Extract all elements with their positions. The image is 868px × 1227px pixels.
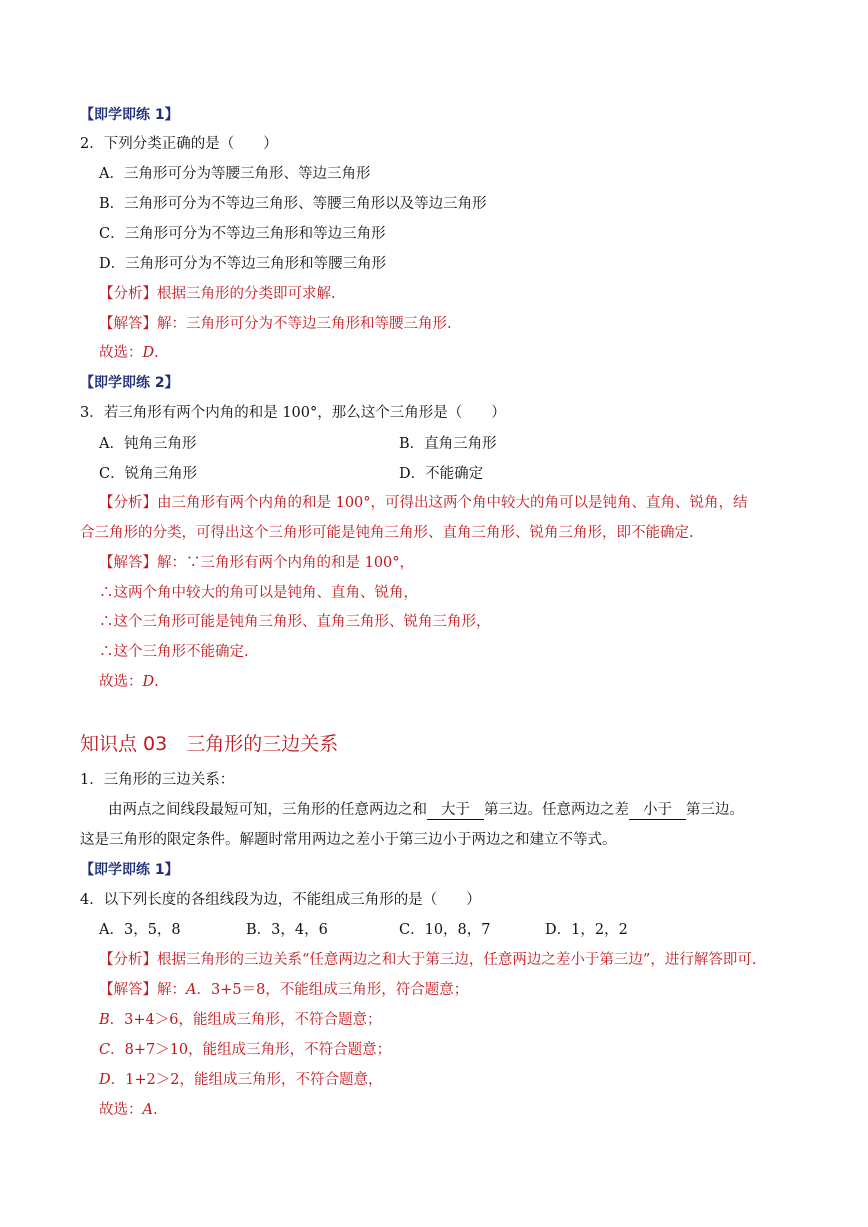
- paragraph-text: 由两点之间线段最短可知，三角形的任意两边之和: [108, 802, 427, 818]
- option-a: A．钝角三角形: [99, 436, 197, 452]
- section-item: 1．三角形的三边关系：: [80, 772, 235, 788]
- option-a: A．3，5，8: [99, 922, 181, 938]
- choice-letter: A: [142, 1102, 153, 1118]
- analysis: 【分析】根据三角形的三边关系“任意两边之和大于第三边，任意两边之差小于第三边”，进行解答即可.: [99, 952, 757, 968]
- choice-suffix: .: [152, 1102, 158, 1118]
- option-d: D．1，2，2: [545, 922, 628, 938]
- option-label: C: [99, 1042, 111, 1058]
- option-a: A．三角形可分为等腰三角形、等边三角形: [99, 166, 371, 182]
- fill-blank: 小于: [629, 801, 686, 820]
- choice-prefix: 故选：: [99, 1102, 143, 1118]
- solution-prefix: 【解答】解：: [99, 982, 186, 998]
- solution-step-text: ．3+5＝8，不能组成三角形，符合题意；: [196, 982, 469, 998]
- question-3: 3．若三角形有两个内角的和是 100°，那么这个三角形是（ ）: [80, 405, 506, 421]
- option-b: B．直角三角形: [399, 436, 497, 452]
- option-label: A: [186, 982, 197, 998]
- practice-tag: 【即学即练 2】: [80, 375, 179, 391]
- option-label: B: [99, 1012, 110, 1028]
- option-d: D．不能确定: [399, 466, 484, 482]
- option-b: B．三角形可分为不等边三角形、等腰三角形以及等边三角形: [99, 196, 487, 212]
- section-paragraph: [108, 800, 744, 820]
- solution-step: [99, 1010, 381, 1030]
- solution-step: [99, 1070, 382, 1090]
- choice-suffix: .: [154, 674, 159, 690]
- option-c: C．三角形可分为不等边三角形和等边三角形: [99, 226, 386, 242]
- practice-tag: 【即学即练 1】: [80, 862, 179, 878]
- fill-blank: 大于: [427, 801, 484, 820]
- choice-prefix: 故选：: [99, 345, 143, 361]
- solution: [99, 980, 468, 1000]
- paragraph-text: 第三边。: [686, 802, 744, 818]
- solution-step: ∴这个三角形可能是钝角三角形、直角三角形、锐角三角形，: [99, 614, 491, 630]
- option-c: C．10，8，7: [399, 922, 491, 938]
- analysis-continued: 合三角形的分类，可得出这个三角形可能是钝角三角形、直角三角形、锐角三角形，即不能确定.: [80, 525, 694, 541]
- section-heading: 知识点 03 三角形的三边关系: [80, 733, 339, 755]
- option-b: B．3，4，6: [246, 922, 328, 938]
- choice-prefix: 故选：: [99, 674, 143, 690]
- analysis: 【分析】由三角形有两个内角的和是 100°，可得出这两个角中较大的角可以是钝角、直角、锐角，结: [99, 495, 748, 511]
- solution-step: ∴这个三角形不能确定.: [99, 644, 249, 660]
- analysis: 【分析】根据三角形的分类即可求解.: [99, 286, 336, 302]
- section-paragraph-continued: 这是三角形的限定条件。解题时常用两边之差小于第三边小于两边之和建立不等式。: [80, 832, 617, 848]
- choice-letter: D: [142, 345, 155, 361]
- solution-step-text: ．1+2＞2，能组成三角形，不符合题意，: [110, 1072, 383, 1088]
- question-2: 2．下列分类正确的是（ ）: [80, 136, 278, 152]
- solution-step: [99, 1040, 391, 1060]
- solution: 【解答】解：∵三角形有两个内角的和是 100°，: [99, 555, 415, 571]
- option-d: D．三角形可分为不等边三角形和等腰三角形: [99, 256, 387, 272]
- solution-step-text: ．8+7＞10，能组成三角形，不符合题意；: [110, 1042, 392, 1058]
- final-choice: [99, 1100, 158, 1120]
- option-label: D: [99, 1072, 111, 1088]
- paragraph-text: 第三边。任意两边之差: [484, 802, 629, 818]
- final-choice: [99, 672, 159, 692]
- option-c: C．锐角三角形: [99, 466, 198, 482]
- solution-step-text: ．3+4＞6，能组成三角形，不符合题意；: [109, 1012, 382, 1028]
- solution-step: ∴这两个角中较大的角可以是钝角、直角、锐角，: [99, 585, 418, 601]
- solution: 【解答】解：三角形可分为不等边三角形和等腰三角形.: [99, 316, 452, 332]
- practice-tag: 【即学即练 1】: [80, 107, 179, 123]
- question-4: 4．以下列长度的各组线段为边，不能组成三角形的是（ ）: [80, 892, 481, 908]
- final-choice: [99, 343, 159, 363]
- choice-letter: D: [142, 674, 155, 690]
- choice-suffix: .: [154, 345, 159, 361]
